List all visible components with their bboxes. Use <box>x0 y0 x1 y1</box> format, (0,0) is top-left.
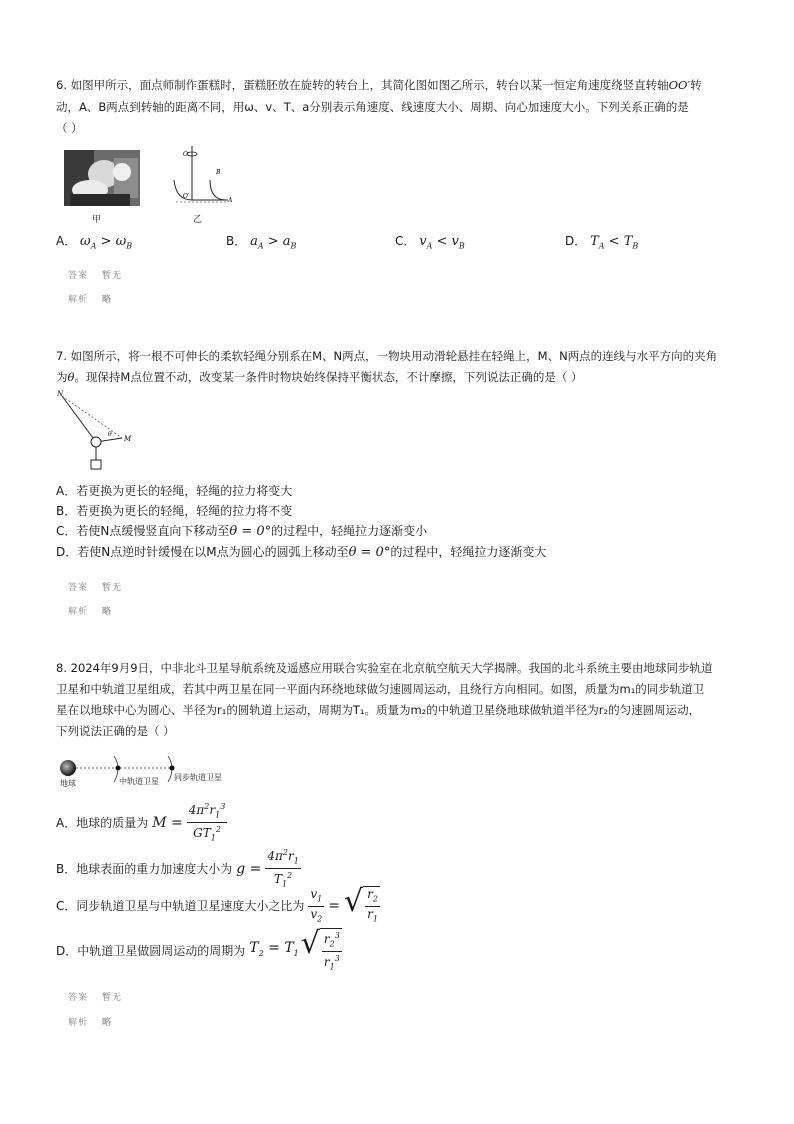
q7-option-b[interactable]: B．若更换为更长的轻绳，轻绳的拉力将不变 <box>56 504 293 518</box>
q8-stem-line3: 星在以地球中心为圆心、半径为r₁的圆轨道上运动，周期为T₁。质量为m₂的中轨道卫星绕地球做轨道半径为r₂的匀速圆周运动， <box>56 703 701 717</box>
q6-stem-line3: （ ） <box>56 121 83 135</box>
q7-answer-row: 答案 暂无 <box>68 583 123 593</box>
q8-option-a[interactable]: A．地球的质量为 M = $\frac{4\pi^2r_1^3}{GT_1^2}$ <box>56 800 227 846</box>
q7-option-c[interactable]: C．若使N点缓慢竖直向下移动至θ = 0°的过程中，轻绳拉力逐渐变小 <box>56 524 428 539</box>
q6-analysis-row: 解析 略 <box>68 295 113 305</box>
q6-option-c[interactable]: C． $v_A < v_B$ <box>395 234 465 251</box>
q6-option-a[interactable]: A． $\omega_A > \omega_B$ <box>56 234 133 251</box>
q8-option-a-formula: $\frac{4\pi^2r_1^3}{GT_1^2}$ <box>188 802 226 843</box>
q8-option-d-sqrt: √ $\frac{r_2^3}{r_1^3}$ <box>301 928 342 975</box>
q6-stem-line2: 动，A、B两点到转轴的距离不同，用ω、v、T、a分别表示角速度、线速度大小、周期、向心加速度大小。下列关系正确的是 <box>56 100 689 114</box>
q8-label-sync-satellite: 同步轨道卫星 <box>174 773 222 782</box>
q7-label-n: N <box>57 390 64 398</box>
q6-option-d[interactable]: D． $T_A < T_B$ <box>565 234 639 251</box>
q7-option-d[interactable]: D．若使N点逆时针缓慢在以M点为圆心的圆弧上移动至θ = 0°的过程中，轻绳拉力逐渐变大 <box>56 545 547 560</box>
q6-stem-line1: 6. 如图甲所示，面点师制作蛋糕时，蛋糕胚放在旋转的转台上，其简化图如图乙所示，转台以某一恒定角速度绕竖直转轴OO′转 <box>56 78 702 92</box>
q8-stem-line4: 下列说法正确的是（ ） <box>56 724 175 738</box>
q6-figure-yi-caption: 乙 <box>193 215 203 225</box>
q7-figure-rope-pulley <box>56 388 136 476</box>
q6-label-a: A <box>228 197 233 204</box>
q7-option-a[interactable]: A．若更换为更长的轻绳，轻绳的拉力将变大 <box>56 484 293 498</box>
q7-label-theta: θ <box>108 431 112 438</box>
q8-option-c[interactable]: C．同步轨道卫星与中轨道卫星速度大小之比为 $\frac{v_1}{v_2}$ = √ $\frac{r_2}{r_1}$ <box>56 886 380 927</box>
q6-label-b: B <box>216 169 221 176</box>
q8-option-c-ratio: $\frac{v_1}{v_2}$ <box>310 886 323 924</box>
q8-option-b-formula: $\frac{4\pi^2r_1}{T_1^2}$ <box>267 848 299 889</box>
q8-option-b[interactable]: B．地球表面的重力加速度大小为 g = $\frac{4\pi^2r_1}{T_1^2}$ <box>56 846 301 892</box>
q6-figure-jia-caption: 甲 <box>92 215 102 225</box>
q8-sync-satellite-dot <box>170 766 175 771</box>
q7-analysis-row: 解析 略 <box>68 607 113 617</box>
q8-answer-row: 答案 暂无 <box>68 993 123 1003</box>
q8-earth-icon <box>60 760 76 776</box>
q8-mid-satellite-dot <box>116 766 121 771</box>
q6-label-o-top: O <box>183 151 188 158</box>
q6-label-o-bottom: O′ <box>183 193 190 200</box>
q7-label-m: M <box>124 435 132 443</box>
q6-option-b[interactable]: B． $a_A > a_B$ <box>226 234 297 251</box>
q8-option-c-sqrt: √ $\frac{r_2}{r_1}$ <box>344 886 380 927</box>
q8-stem-line1: 8. 2024年9月9日，中非北斗卫星导航系统及遥感应用联合实验室在北京航空航天大学揭牌。我国的北斗系统主要由地球同步轨道 <box>56 661 713 675</box>
q6-figure-jia-photo <box>64 150 140 206</box>
q6-answer-row: 答案 暂无 <box>68 271 123 281</box>
q6-figure-yi-diagram <box>170 140 238 206</box>
q8-stem-line2: 卫星和中轨道卫星组成，若其中两卫星在同一平面内环绕地球做匀速圆周运动，且绕行方向相同。如图，质量为m₁的同步轨道卫 <box>56 682 705 696</box>
q8-analysis-row: 解析 略 <box>68 1018 113 1028</box>
q8-label-mid-satellite: 中轨道卫星 <box>119 777 159 786</box>
q8-label-earth: 地球 <box>60 779 76 788</box>
q8-option-d[interactable]: D．中轨道卫星做圆周运动的周期为 $T_2 = T_1$ √ $\frac{r_2^3}{r_1^3}$ <box>56 928 342 975</box>
q7-stem-line1: 7. 如图所示，将一根不可伸长的柔软轻绳分别系在M、N两点，一物块用动滑轮悬挂在轻绳上，M、N两点的连线与水平方向的夹角 <box>56 349 718 363</box>
q7-stem-line2: 为θ。现保持M点位置不动，改变某一条件时物块始终保持平衡状态，不计摩擦，下列说法正确的是（ ） <box>56 370 583 384</box>
